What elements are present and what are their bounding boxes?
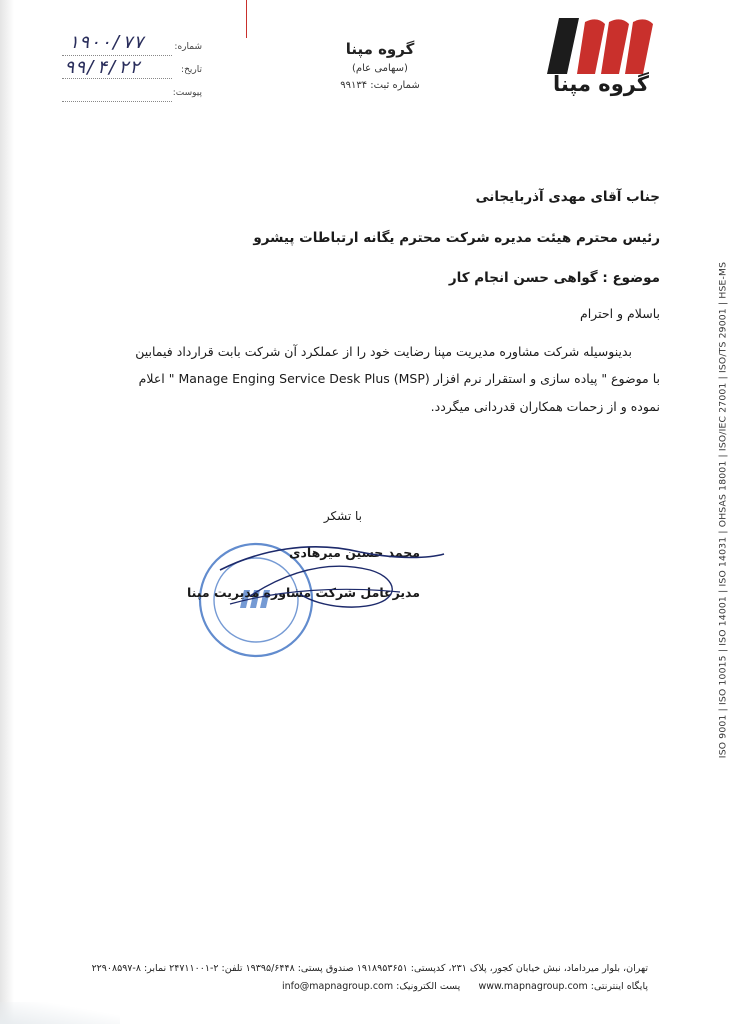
number-label: شماره: [174,42,202,52]
page-curl-shade [0,1002,120,1024]
company-name: گروه مپنا [345,40,415,58]
recipient-title: رئیس محترم هیئت مدیره شرکت محترم یگانه ارتباطات پیشرو [253,230,660,246]
iso-certification-strip [708,225,738,795]
company-header [310,40,450,91]
body-line-2: با موضوع " پیاده سازی و استقرار نرم افزار Manage Enging Service Desk Plus (MSP) " اعلام [138,371,660,386]
letter-subject: موضوع : گواهی حسن انجام کار [448,270,660,286]
handwritten-signature-icon [200,530,450,620]
email-label: پست الکترونیک: [396,981,461,992]
recipient-name: جناب آقای مهدی آذربایجانی [475,189,660,205]
greeting: باسلام و احترام [579,306,660,321]
handwritten-date: ۹۹/۴/۲۲ [64,57,140,78]
number-field-line [62,55,172,56]
header-divider-line [246,0,247,38]
closing-thanks: با تشکر [323,509,362,523]
company-type: (سهامی عام) [352,63,408,74]
handwritten-number: ۱۹۰۰/۷۷ [68,32,144,53]
website-label: پایگاه اینترنتی: [590,981,648,992]
meta-labels [168,42,202,111]
date-label: تاریخ: [181,65,202,75]
date-field-line [62,78,172,79]
body-line-3: نموده و از زحمات همکاران قدردانی میگردد. [430,399,660,414]
website-link[interactable]: www.mapnagroup.com [478,981,588,992]
email-link[interactable]: info@mapnagroup.com [281,981,394,992]
body-line-1: بدینوسیله شرکت مشاوره مدیریت مپنا رضایت خود را از عملکرد آن شرکت بابت قرارداد فیمابین [135,344,632,359]
footer-contacts [282,981,648,992]
attachment-field-line [62,101,172,102]
footer-address: تهران، بلوار میرداماد، نبش خیابان کجور، پلاک ۲۳۱، کدپستی: ۱۹۱۸۹۵۳۶۵۱ صندوق پستی: ۱۹۳۹۵/۶۴۴۸ تلفن: ۲-۲۴۷۱۱۰۰۱ نمابر: ۸-۲۲۹۰۸۵۹۷ [91,963,648,974]
registration-number: شماره ثبت: ۹۹۱۳۴ [340,80,420,91]
scan-edge-shade [0,0,14,1024]
iso-certifications: ISO 9001 | ISO 10015 | ISO 14001 | ISO 14031 | OHSAS 18001 | ISO/IEC 27001 | ISO/TS 29001 | HSE-MS [717,261,729,759]
signer-title: مدیرعامل شرکت مشاوره مدیریت مپنا [186,585,420,600]
attachment-label: پیوست: [172,88,202,98]
logo-wordmark: گروه مپنا [552,72,650,96]
signer-name: محمد حسین میرهادی [289,545,420,560]
